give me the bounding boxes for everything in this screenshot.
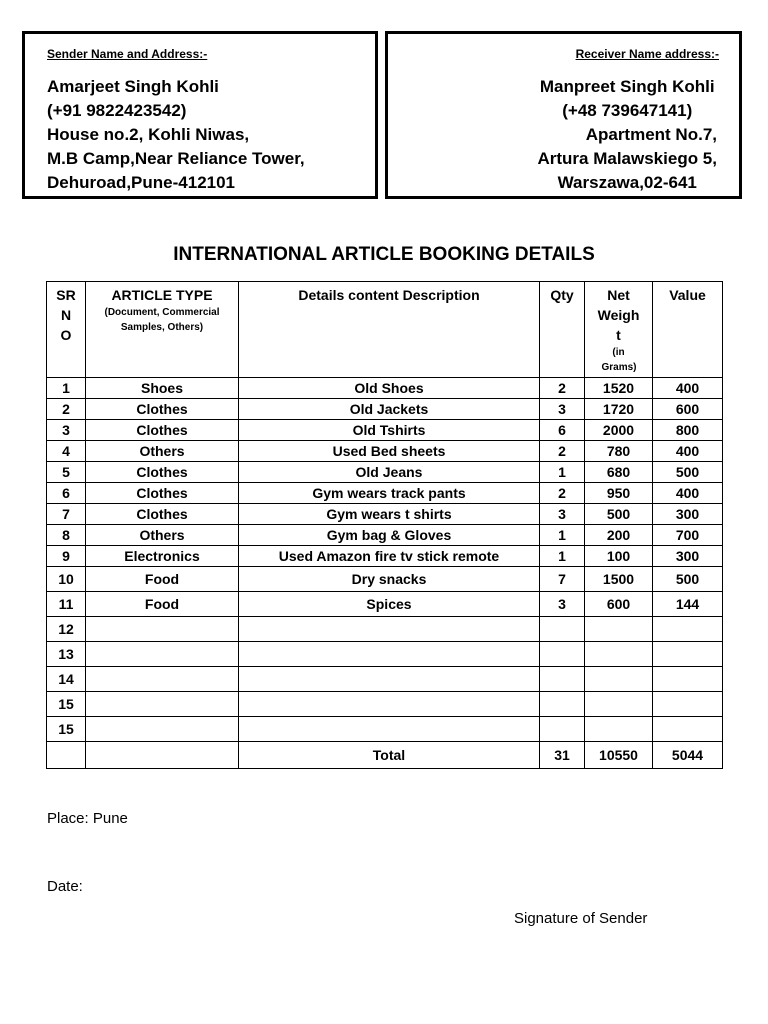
cell-value: 700 <box>653 525 723 546</box>
cell-srno: 8 <box>47 525 86 546</box>
cell-qty: 1 <box>540 546 585 567</box>
sender-address-line: M.B Camp,Near Reliance Tower, <box>47 149 305 168</box>
cell-srno: 1 <box>47 378 86 399</box>
signature-label: Signature of Sender <box>514 910 648 927</box>
cell-article-type <box>86 667 239 692</box>
cell-srno: 14 <box>47 667 86 692</box>
cell-value <box>653 717 723 742</box>
cell-net-weight: 100 <box>585 546 653 567</box>
total-empty-cell <box>47 742 86 769</box>
table-row <box>47 567 723 592</box>
cell-qty: 1 <box>540 525 585 546</box>
date-label: Date: <box>47 878 83 895</box>
cell-article-type: Shoes <box>86 378 239 399</box>
cell-srno: 13 <box>47 642 86 667</box>
cell-value: 400 <box>653 378 723 399</box>
cell-value: 144 <box>653 592 723 617</box>
table-row <box>47 462 723 483</box>
cell-net-weight: 500 <box>585 504 653 525</box>
sender-phone: (+91 9822423542) <box>47 101 187 120</box>
total-qty: 31 <box>540 742 585 769</box>
cell-qty: 3 <box>540 592 585 617</box>
cell-qty: 3 <box>540 504 585 525</box>
cell-net-weight: 1720 <box>585 399 653 420</box>
table-row-empty <box>47 692 723 717</box>
sender-name: Amarjeet Singh Kohli <box>47 77 219 96</box>
header-value: Value <box>653 282 723 378</box>
table-row-empty <box>47 667 723 692</box>
total-row <box>47 742 723 769</box>
table-row-empty <box>47 642 723 667</box>
cell-net-weight: 2000 <box>585 420 653 441</box>
cell-qty: 1 <box>540 462 585 483</box>
receiver-address-box <box>385 31 742 199</box>
cell-qty: 2 <box>540 378 585 399</box>
cell-net-weight: 600 <box>585 592 653 617</box>
cell-description: Used Amazon fire tv stick remote <box>239 546 540 567</box>
cell-net-weight: 780 <box>585 441 653 462</box>
cell-srno: 7 <box>47 504 86 525</box>
sender-heading: Sender Name and Address:- <box>47 47 208 61</box>
table-row <box>47 504 723 525</box>
cell-value <box>653 667 723 692</box>
place-label: Place: Pune <box>47 810 128 827</box>
total-net-weight: 10550 <box>585 742 653 769</box>
cell-net-weight <box>585 717 653 742</box>
cell-description: Old Tshirts <box>239 420 540 441</box>
table-row <box>47 378 723 399</box>
cell-srno: 3 <box>47 420 86 441</box>
cell-article-type: Clothes <box>86 483 239 504</box>
table-row-empty <box>47 617 723 642</box>
total-empty-cell <box>86 742 239 769</box>
cell-article-type <box>86 642 239 667</box>
total-value: 5044 <box>653 742 723 769</box>
cell-article-type: Others <box>86 525 239 546</box>
cell-srno: 15 <box>47 692 86 717</box>
sender-address-line: House no.2, Kohli Niwas, <box>47 125 250 144</box>
cell-value: 600 <box>653 399 723 420</box>
cell-srno: 9 <box>47 546 86 567</box>
cell-description: Old Shoes <box>239 378 540 399</box>
cell-article-type: Food <box>86 592 239 617</box>
table-row <box>47 525 723 546</box>
cell-qty: 2 <box>540 483 585 504</box>
cell-srno: 11 <box>47 592 86 617</box>
cell-article-type: Electronics <box>86 546 239 567</box>
table-row <box>47 483 723 504</box>
cell-srno: 5 <box>47 462 86 483</box>
receiver-heading: Receiver Name address:- <box>575 47 719 61</box>
header-description: Details content Description <box>239 282 540 378</box>
cell-srno: 2 <box>47 399 86 420</box>
cell-net-weight <box>585 692 653 717</box>
header-srno: SR N O <box>47 282 86 378</box>
cell-srno: 12 <box>47 617 86 642</box>
cell-value: 400 <box>653 441 723 462</box>
header-qty: Qty <box>540 282 585 378</box>
cell-description: Gym bag & Gloves <box>239 525 540 546</box>
sender-address-box <box>22 31 378 199</box>
cell-net-weight: 1520 <box>585 378 653 399</box>
cell-description <box>239 617 540 642</box>
cell-qty: 3 <box>540 399 585 420</box>
cell-net-weight <box>585 617 653 642</box>
cell-value: 800 <box>653 420 723 441</box>
cell-qty: 7 <box>540 567 585 592</box>
cell-article-type <box>86 717 239 742</box>
cell-description: Gym wears track pants <box>239 483 540 504</box>
cell-srno: 10 <box>47 567 86 592</box>
cell-qty <box>540 642 585 667</box>
table-body <box>47 378 723 769</box>
cell-qty <box>540 617 585 642</box>
cell-qty <box>540 667 585 692</box>
cell-value: 300 <box>653 504 723 525</box>
receiver-phone: (+48 739647141) <box>562 101 693 120</box>
cell-article-type: Food <box>86 567 239 592</box>
cell-srno: 6 <box>47 483 86 504</box>
cell-net-weight: 1500 <box>585 567 653 592</box>
table-row <box>47 399 723 420</box>
cell-qty: 6 <box>540 420 585 441</box>
cell-net-weight: 200 <box>585 525 653 546</box>
header-article-type: ARTICLE TYPE (Document, Commercial Samples, Others) <box>86 282 239 378</box>
receiver-address-line: Apartment No.7, <box>585 125 717 144</box>
header-net-weight: Net Weigh t (in Grams) <box>585 282 653 378</box>
total-label: Total <box>239 742 540 769</box>
receiver-address-lines <box>537 75 717 195</box>
cell-net-weight: 950 <box>585 483 653 504</box>
cell-description <box>239 642 540 667</box>
cell-article-type: Clothes <box>86 504 239 525</box>
cell-article-type: Clothes <box>86 462 239 483</box>
cell-description: Dry snacks <box>239 567 540 592</box>
table-row <box>47 441 723 462</box>
cell-description: Old Jackets <box>239 399 540 420</box>
cell-srno: 4 <box>47 441 86 462</box>
cell-description <box>239 667 540 692</box>
cell-article-type: Clothes <box>86 420 239 441</box>
cell-value: 500 <box>653 567 723 592</box>
cell-value: 500 <box>653 462 723 483</box>
cell-description: Used Bed sheets <box>239 441 540 462</box>
cell-net-weight <box>585 642 653 667</box>
table-row-empty <box>47 717 723 742</box>
cell-net-weight <box>585 667 653 692</box>
cell-qty: 2 <box>540 441 585 462</box>
cell-description: Old Jeans <box>239 462 540 483</box>
cell-value <box>653 692 723 717</box>
cell-article-type <box>86 692 239 717</box>
table-header-row <box>47 282 723 378</box>
page-title: INTERNATIONAL ARTICLE BOOKING DETAILS <box>173 244 595 265</box>
sender-address-lines <box>47 75 305 195</box>
cell-qty <box>540 692 585 717</box>
booking-table <box>46 281 723 769</box>
cell-qty <box>540 717 585 742</box>
cell-description: Spices <box>239 592 540 617</box>
cell-article-type: Others <box>86 441 239 462</box>
cell-article-type: Clothes <box>86 399 239 420</box>
cell-net-weight: 680 <box>585 462 653 483</box>
cell-value <box>653 642 723 667</box>
cell-description: Gym wears t shirts <box>239 504 540 525</box>
cell-value: 300 <box>653 546 723 567</box>
table-row <box>47 546 723 567</box>
cell-srno: 15 <box>47 717 86 742</box>
receiver-name: Manpreet Singh Kohli <box>539 77 715 96</box>
cell-value <box>653 617 723 642</box>
cell-description <box>239 717 540 742</box>
table-row <box>47 420 723 441</box>
sender-address-line: Dehuroad,Pune-412101 <box>47 173 236 192</box>
table-row <box>47 592 723 617</box>
cell-value: 400 <box>653 483 723 504</box>
cell-description <box>239 692 540 717</box>
cell-article-type <box>86 617 239 642</box>
receiver-address-line: Warszawa,02-641 <box>557 173 697 192</box>
receiver-address-line: Artura Malawskiego 5, <box>537 149 717 168</box>
